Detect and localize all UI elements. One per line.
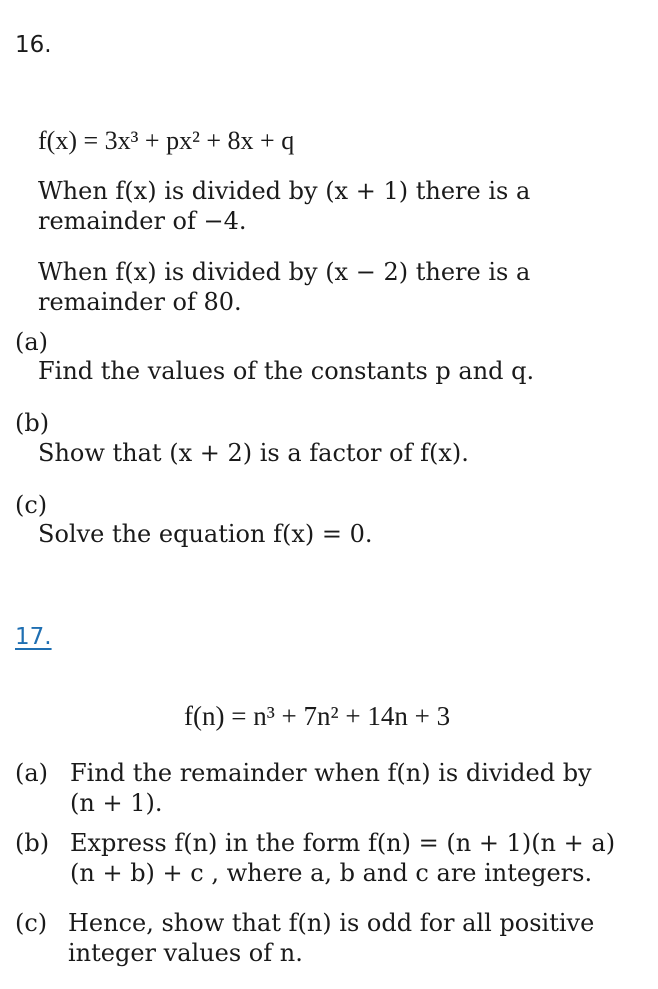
question-17-part-c-label: (c) [15, 909, 48, 937]
question-16-condition-1-line-1: When f(x) is divided by (x + 1) there is a [38, 177, 531, 205]
question-17-part-a-label: (a) [15, 759, 49, 787]
question-17-part-a-line-1: Find the remainder when f(n) is divided by [70, 759, 592, 787]
question-17-part-b-label: (b) [15, 829, 50, 857]
question-16-condition-2-line-1: When f(x) is divided by (x − 2) there is a [38, 258, 531, 286]
question-17-equation: f(n) = n³ + 7n² + 14n + 3 [184, 701, 451, 731]
question-17-part-c-line-2: integer values of n. [68, 939, 303, 967]
question-16-condition-2-line-2: remainder of 80. [38, 288, 242, 316]
question-16-equation: f(x) = 3x³ + px² + 8x + q [38, 126, 295, 155]
question-16-part-c-label: (c) [15, 491, 48, 519]
question-16-part-b-text: Show that (x + 2) is a factor of f(x). [38, 439, 469, 467]
question-17-part-b-line-2: (n + b) + c , where a, b and c are integers. [70, 859, 593, 887]
question-17-part-c-line-1: Hence, show that f(n) is odd for all positive [68, 909, 595, 937]
question-16-part-a-label: (a) [15, 328, 49, 356]
question-16-part-a-text: Find the values of the constants p and q. [38, 357, 535, 385]
question-17-part-a-line-2: (n + 1). [70, 789, 163, 817]
question-17-link[interactable]: 17. [15, 624, 52, 650]
question-16-number: 16. [15, 32, 52, 58]
question-16-part-c-text: Solve the equation f(x) = 0. [38, 520, 373, 548]
question-16-part-b-label: (b) [15, 409, 50, 437]
question-17-part-b-line-1: Express f(n) in the form f(n) = (n + 1)(n + a) [70, 829, 616, 857]
question-16-condition-1-line-2: remainder of −4. [38, 207, 247, 235]
